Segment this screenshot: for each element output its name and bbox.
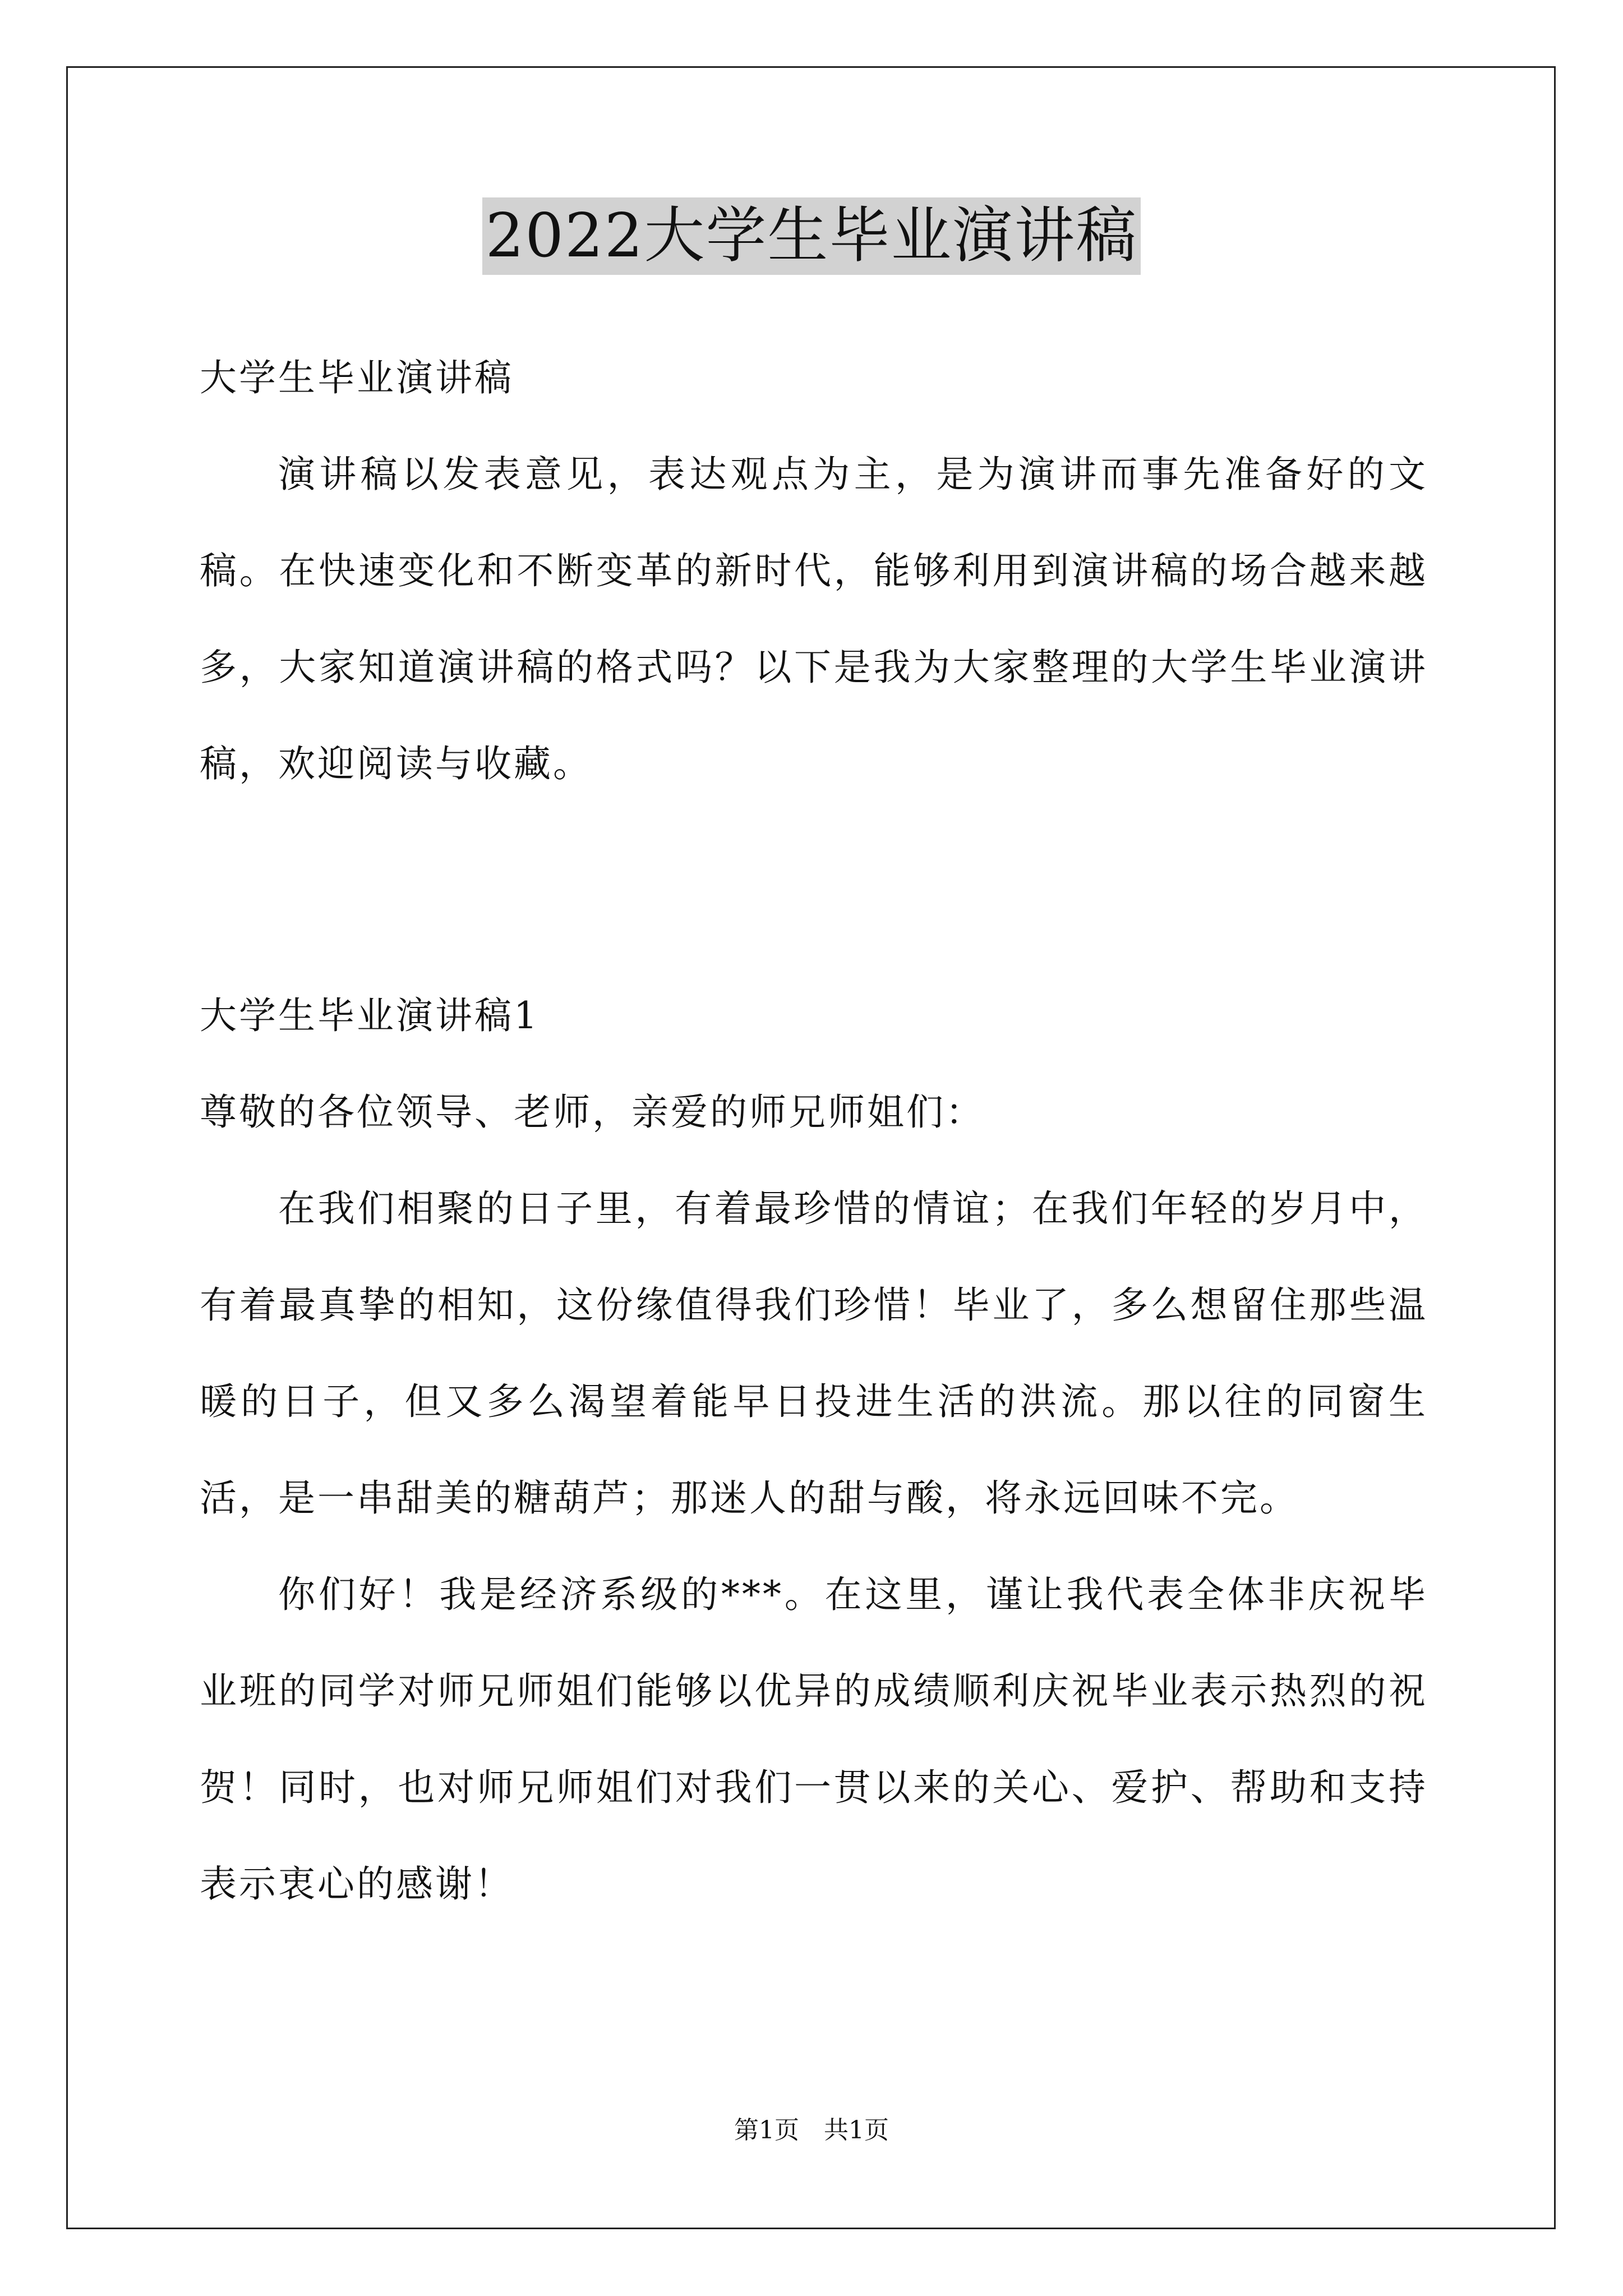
section-heading: 大学生毕业演讲稿1 bbox=[200, 994, 540, 1037]
body-paragraph: 你们好！我是经济系级的***。在这里，谨让我代表全体非庆祝毕业班的同学对师兄师姐们能够以优异的成绩顺利庆祝毕业表示热烈的祝贺！同时，也对师兄师姐们对我们一贯以来的关心、爱护、帮助和支持表示衷心的感谢！ bbox=[200, 1573, 1428, 1906]
speech-block bbox=[200, 968, 1428, 1932]
body-paragraph: 在我们相聚的日子里，有着最珍惜的情谊；在我们年轻的岁月中，有着最真挚的相知，这份缘值得我们珍惜！毕业了，多么想留住那些温暖的日子，但又多么渴望着能早日投进生活的洪流。那以往的同窗生活，是一串甜美的糖葫芦；那迷人的甜与酸，将永远回味不完。 bbox=[200, 1187, 1428, 1520]
page-footer: 第1页 共1页 bbox=[734, 2116, 889, 2145]
intro-paragraph: 演讲稿以发表意见，表达观点为主，是为演讲而事先准备好的文稿。在快速变化和不断变革的新时代，能够利用到演讲稿的场合越来越多，大家知道演讲稿的格式吗？以下是我为大家整理的大学生毕业演讲稿，欢迎阅读与收藏。 bbox=[200, 453, 1428, 785]
title-container bbox=[0, 197, 1623, 275]
subtitle: 大学生毕业演讲稿 bbox=[200, 356, 514, 399]
document-title: 2022大学生毕业演讲稿 bbox=[482, 197, 1141, 275]
salutation: 尊敬的各位领导、老师，亲爱的师兄师姐们： bbox=[200, 1091, 985, 1134]
intro-block bbox=[200, 330, 1428, 812]
